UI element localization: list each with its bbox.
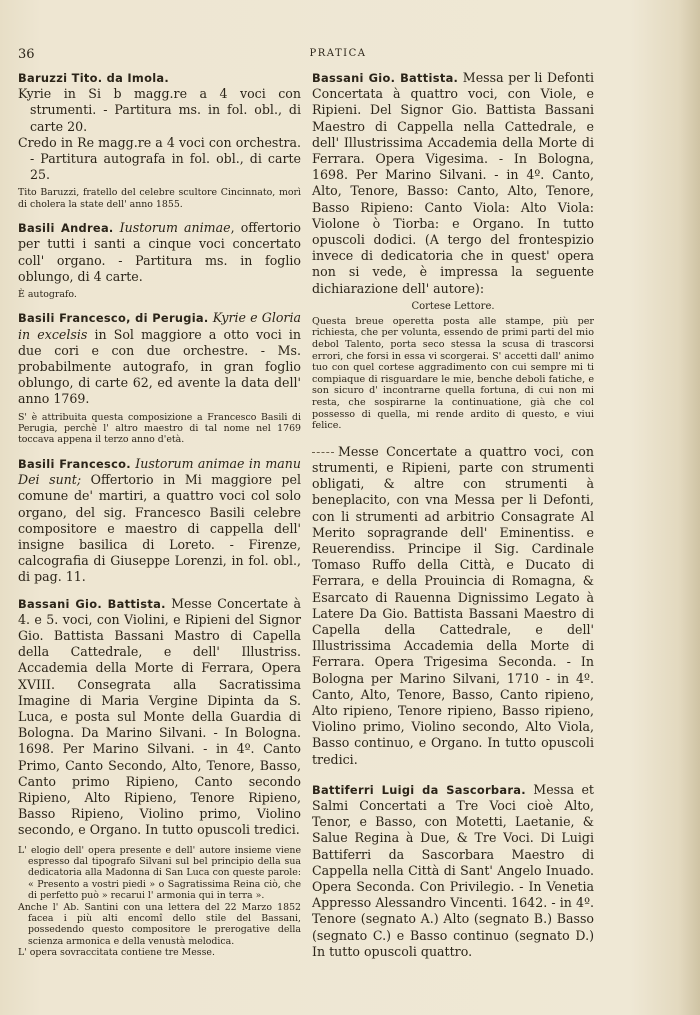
footnote: S' è attribuita questa composizione a Francesco Basili di Perugia, perchè l' altro maestro di tal nome nel 1769 toccava appena il terzo anno d'età. <box>18 411 301 446</box>
entry-text: , offertorio per tutti i santi a cinque voci concertato coll' organo. - Partitura ms. in foglio oblungo, di 4 carte. <box>18 220 301 284</box>
entry-heading: Battiferri Luigi da Sascorbara. <box>312 782 526 797</box>
entry-heading: Bassani Gio. Battista. <box>312 71 459 85</box>
footnote-text: Anche l' Ab. Santini con una lettera del 22 Marzo 1852 facea i più alti encomî dello stile del Bassani, possedendo questo compositore le prerogative della scienza armonica e della venustà melodica. <box>18 901 301 947</box>
entry-text: Offertorio in Mi maggiore pel comune de' martiri, a quattro voci col solo organo, del sig. Francesco Basili celebre compositore e maestro di cappella dell' insigne basilica di Loreto. - Firenze, calcografia di Giuseppe Lorenzi, in fol. obl., di pag. 11. <box>18 472 301 585</box>
entry-heading: Basili Francesco, di Perugia. <box>18 311 209 326</box>
entry-bassani-defonti <box>312 70 594 297</box>
entry-battiferri <box>312 782 594 960</box>
entry-text: Messe Concertate a quattro voci, con strumenti, e Ripieni, parte con strumenti obligati, & altre con strumenti à beneplacito, con vna Messa per li Defonti, con li strumenti ad arbitrio Consagrate Al Merito sopragrande dell' Eminentiss. e Reuerendiss. Principe il Sig. Cardinale Tomaso Ruffo della Città, e Ducato di Ferrara, e della Prouincia di Romagna, & Esarcato di Rauenna Dignissimo Legato à Latere Da Gio. Battista Bassani Maestro di Capella della Cattedrale, e dell' Illustrissima Accademia della Morte di Ferrara. Opera Trigesima Seconda. - In Bologna per Marino Silvani, 1710 - in 4º. Canto, Alto, Tenore, Basso, Canto ripieno, Alto ripieno, Tenore ripieno, Basso ripieno, Violino primo, Violino secondo, Alto Viola, Basso continuo, e Organo. In tutto opuscoli tredici. <box>312 443 594 767</box>
footnote-text: L' opera sovraccitata contiene tre Messe. <box>18 947 215 959</box>
entry-bassani-1710 <box>312 444 594 768</box>
entry-text: Messe Concertate à 4. e 5. voci, con Violini, e Ripieni del Signor Gio. Battista Bassani Mastro di Capella della Cattedrale, e dell' Illustriss. Accademia della Morte di Ferrara, Opera XVIII. Consegrata alla Sacratissima Imagine di Maria Vergine Dipinta da S. Luca, e posta sul Monte della Guardia di Bologna. Da Marino Silvani. - In Bologna. 1698. Per Marino Silvani. - in 4º. Canto Primo, Canto Secondo, Alto, Tenore, Basso, Canto primo Ripieno, Canto secondo Ripieno, Alto Ripieno, Tenore Ripieno, Basso Ripieno, Violino primo, Violino secondo, e Organo. In tutto opuscoli tredici. <box>18 595 302 838</box>
entry-basili-perugia <box>18 310 301 407</box>
entry-text: Messa et Salmi Concertati a Tre Voci cioè Alto, Tenor, e Basso, con Motetti, Laetanie, & Salue Regina à Due, & Tre Voci. Di Luigi Battiferri da Sascorbara Maestro di Cappella nella Città di Sant' Angelo Inuado. Opera Seconda. Con Privilegio. - In Venetia Appresso Alessandro Vincenti. 1642. - in 4º. Tenore (segnato A.) Alto (segnato B.) Basso (segnato C.) e Basso continuo (segnato D.) In tutto opuscoli quattro. <box>312 781 594 959</box>
running-title: PRATICA <box>309 48 367 59</box>
entry-bassani-1698 <box>18 596 301 839</box>
letter-title: Cortese Lettore. <box>411 300 495 312</box>
right-column <box>312 70 594 970</box>
entry-heading: Basili Francesco. <box>18 456 131 471</box>
left-column <box>18 70 301 959</box>
entry-heading: Baruzzi Tito. da Imola. <box>18 71 170 85</box>
work-title: Iustorum animae <box>119 220 231 236</box>
entry-basili-andrea <box>18 220 301 285</box>
entry-credo: Credo in Re magg.re a 4 voci con orchestra. - Partitura autografa in fol. obl., di carte 25. <box>18 134 301 183</box>
entry-basili-offertorio <box>18 456 301 586</box>
entry-heading: Basili Andrea. <box>18 221 114 236</box>
letter-text: Questa breue operetta posta alle stampe, più per richiesta, che per volunta, essendo de primi parti del mio debol Talento, porta seco stessa la scusa di trascorsi errori, che forsi in essa vi scorgerai. S' accetti dall' animo tuo con quel cortese aggradimento con cui sempre mi ti compiaque di risguardare le mie, benche deboli fatiche, e son sicuro d' incontrarne quella fortuna, di cui non mi resta, che sospirarne la continuatione, già che col possesso di quella, mi rende ardito di questo, e viui felice. <box>312 315 594 432</box>
entry-kyrie: Kyrie in Si b magg.re a 4 voci con strumenti. - Partitura ms. in fol. obl., di carte 20. <box>18 86 301 134</box>
entry-heading: Bassani Gio. Battista. <box>18 596 166 611</box>
entry-text: Messa per li Defonti Concertata à quattro voci, con Viole, e Ripieni. Del Signor Gio. Battista Bassani Maestro di Cappella nella Cattedrale, e dell' Illustrissima Accademia della Morte di Ferrara. Opera Vigesima. - In Bologna, 1698. Per Marino Silvani. - in 4º. Canto, Alto, Tenore, Basso: Canto, Alto, Tenore, Basso Ripieno: Canto Viola: Alto Viola: Violone ò Tiorba: e Organo. In tutto opuscoli dodici. (A tergo del frontespizio invece di dedicatoria che in quest' opera non si vede, è impressa la seguente dichiarazione dell' autore): <box>312 70 594 296</box>
page-header <box>18 47 658 63</box>
page-number: 36 <box>18 47 35 62</box>
work-title: Kyrie e Gloria in excelsis <box>18 310 301 342</box>
entry-text: maggiore a otto voci in due cori e con due orchestre. - Ms. probabilmente autografo, in gran foglio oblungo, di carte 62, ed avente la data dell' anno 1769. <box>18 326 301 407</box>
footnote: È autografo. <box>18 289 77 301</box>
entry-baruzzi <box>18 70 301 183</box>
work-title: Iustorum animae in manu Dei sunt; <box>18 455 302 488</box>
footnote-elogio <box>18 845 301 959</box>
work-key: in Sol <box>94 326 134 342</box>
footnote-text: L' elogio dell' opera presente e dell' autore insieme viene espresso dal tipografo Silvani sul bel principio della sua dedicatoria alla Madonna di San Luca con queste parole: « Presento a vostri piedi » o Sagratissima Reina ciò, che di perfetto può » recarui l' armonia qui in terra ». <box>18 844 301 902</box>
dash-rule <box>312 452 334 453</box>
footnote: Tito Baruzzi, fratello del celebre scultore Cincinnato, morì di cholera la state dell' anno 1855. <box>18 187 301 210</box>
